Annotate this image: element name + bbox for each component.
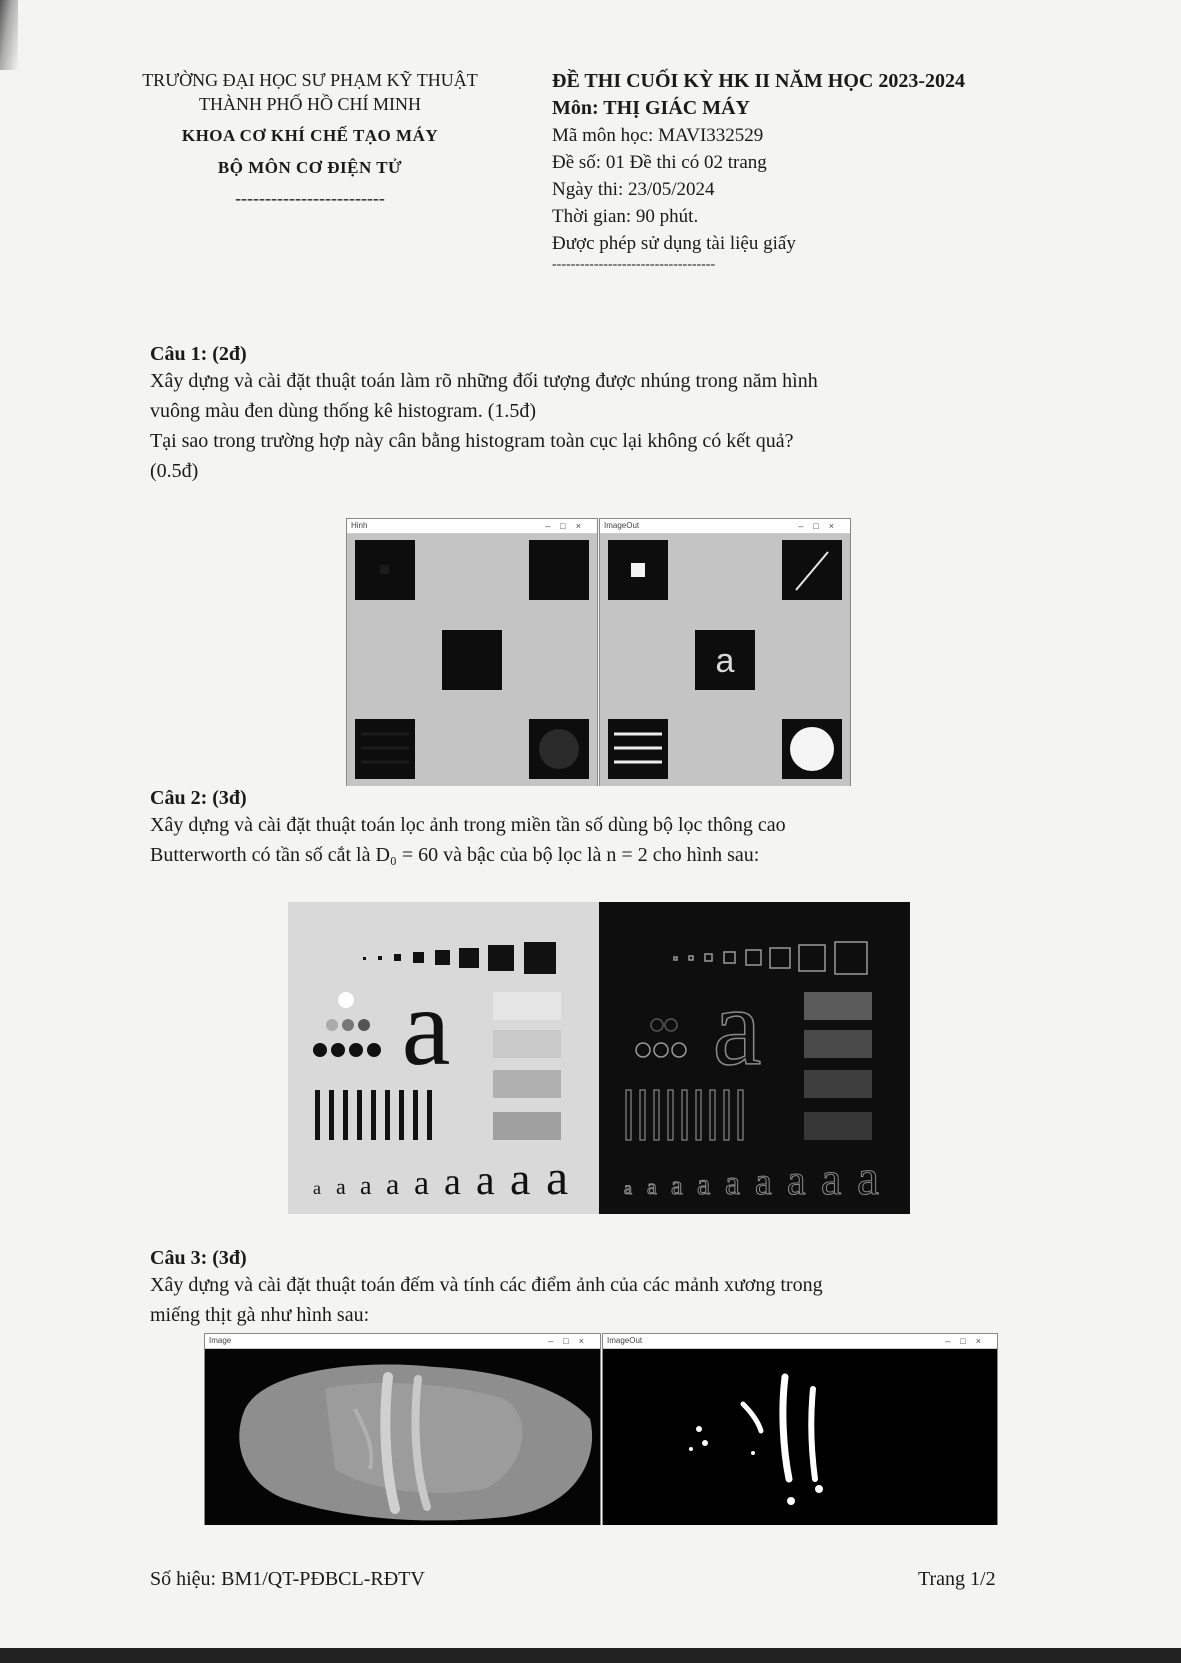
row-letter: a — [386, 1168, 400, 1201]
question-3-title: Câu 3: (3đ) — [150, 1247, 247, 1269]
question-2-title: Câu 2: (3đ) — [150, 787, 247, 809]
question-2-line: Butterworth có tần số cắt là D₀ = 60 và bậc của bộ lọc là n = 2 cho hình sau: — [150, 844, 760, 866]
question-3 — [150, 1247, 1070, 1330]
window-titlebar: ImageOut –□× — [600, 519, 850, 534]
large-letter-edges: a — [712, 966, 762, 1088]
exam-date: Ngày thi: 23/05/2024 — [552, 179, 715, 200]
university-name-line1: TRƯỜNG ĐẠI HỌC SƯ PHẠM KỸ THUẬT — [142, 70, 478, 90]
scan-edge — [0, 1648, 1181, 1663]
black-square — [529, 540, 589, 600]
row-letter-edges: a — [787, 1158, 806, 1204]
row-letter-edges: a — [624, 1178, 632, 1198]
row-letter-edges: a — [697, 1168, 711, 1201]
question-1-line: vuông màu đen dùng thống kê histogram. (1.5đ) — [150, 400, 537, 422]
faculty-name: KHOA CƠ KHÍ CHẾ TẠO MÁY — [181, 126, 439, 145]
scan-edge — [0, 0, 18, 70]
question-2-line: Xây dựng và cài đặt thuật toán lọc ảnh trong miền tần số dùng bộ lọc thông cao — [150, 814, 786, 836]
large-letter: a — [401, 966, 451, 1088]
row-letter: a — [360, 1171, 372, 1200]
question-3-line: miếng thịt gà như hình sau: — [150, 1304, 370, 1326]
embedded-letter: a — [715, 642, 735, 680]
window-titlebar: Hinh –□× — [347, 519, 597, 534]
figure-3-output-window — [602, 1333, 998, 1525]
window-titlebar: ImageOut –□× — [603, 1334, 997, 1349]
bone-mask-image — [603, 1349, 997, 1525]
row-letter-edges: a — [821, 1153, 842, 1204]
chicken-xray-image — [205, 1349, 600, 1525]
header-left-separator: ------------------------- — [235, 188, 385, 208]
row-letter: a — [476, 1158, 495, 1204]
subject: Môn: THỊ GIÁC MÁY — [552, 97, 750, 119]
allowed-materials: Được phép sử dụng tài liệu giấy — [552, 233, 796, 254]
exam-duration: Thời gian: 90 phút. — [552, 206, 699, 227]
header-right-separator: ----------------------------------- — [552, 257, 716, 272]
row-letter: a — [444, 1161, 461, 1203]
row-letter-edges: a — [755, 1161, 772, 1203]
question-3-line: Xây dựng và cài đặt thuật toán đếm và tính các điểm ảnh của các mảnh xương trong — [150, 1274, 823, 1296]
figure-1-output-window — [599, 518, 851, 786]
black-square — [442, 630, 502, 690]
exam-title: ĐỀ THI CUỐI KỲ HK II NĂM HỌC 2023-2024 — [552, 70, 965, 92]
form-code: Số hiệu: BM1/QT-PĐBCL-RĐTV — [150, 1568, 425, 1590]
page-number: Trang 1/2 — [918, 1568, 996, 1590]
row-letter-edges: a — [857, 1149, 880, 1205]
row-letter-edges: a — [725, 1165, 741, 1202]
row-letter-edges: a — [647, 1174, 657, 1199]
row-letter: a — [313, 1178, 321, 1198]
university-name-line2: THÀNH PHỐ HỒ CHÍ MINH — [199, 94, 421, 114]
row-letter: a — [546, 1149, 569, 1205]
test-pattern-figure — [288, 902, 910, 1214]
figure-3-input-window — [204, 1333, 601, 1525]
question-1-line: Xây dựng và cài đặt thuật toán làm rõ những đối tượng được nhúng trong năm hình — [150, 370, 818, 392]
question-1-title: Câu 1: (2đ) — [150, 343, 247, 365]
row-letter-edges: a — [671, 1171, 683, 1200]
question-1-line: Tại sao trong trường hợp này cân bằng histogram toàn cục lại không có kết quả? — [150, 430, 794, 452]
course-code: Mã môn học: MAVI332529 — [552, 125, 764, 146]
exam-number: Đề số: 01 Đề thi có 02 trang — [552, 152, 767, 173]
figure-1 — [346, 518, 851, 786]
question-1-line: (0.5đ) — [150, 460, 199, 482]
window-titlebar: Image –□× — [205, 1334, 600, 1349]
figure-3 — [204, 1333, 998, 1525]
header-left — [95, 68, 525, 210]
row-letter: a — [510, 1153, 531, 1204]
figure-2 — [288, 902, 910, 1214]
question-2 — [150, 787, 1050, 870]
output-image — [600, 534, 850, 786]
question-1 — [150, 343, 1050, 486]
row-letter: a — [336, 1174, 346, 1199]
header-right — [552, 68, 1072, 273]
input-image — [347, 534, 597, 786]
figure-1-input-window — [346, 518, 598, 786]
department-name: BỘ MÔN CƠ ĐIỆN TỬ — [217, 158, 403, 177]
row-letter: a — [414, 1165, 430, 1202]
